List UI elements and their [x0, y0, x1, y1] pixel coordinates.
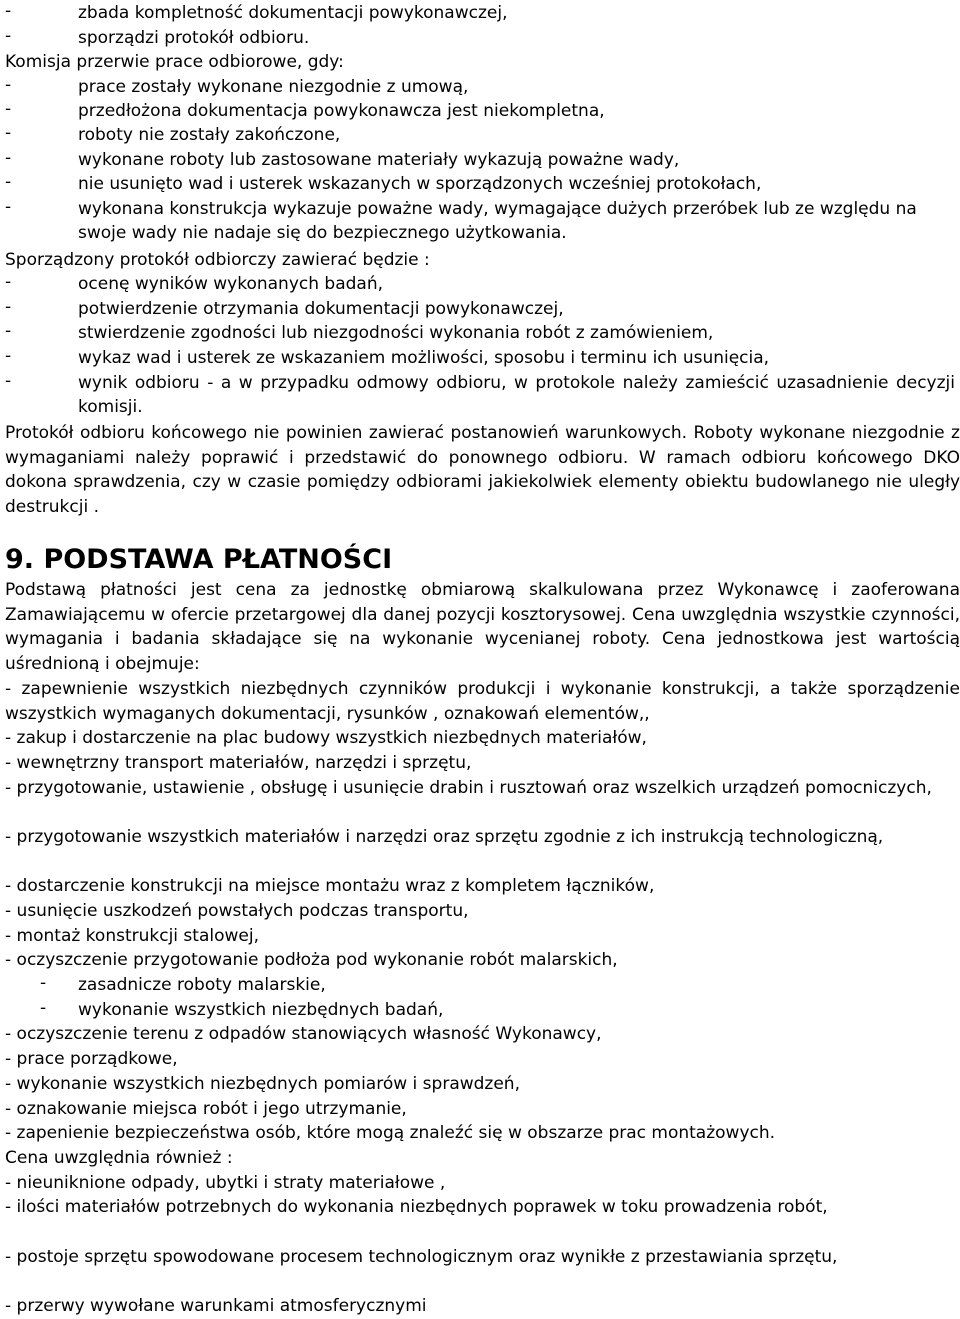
- scope-item: - przygotowanie, ustawienie , obsługę i usunięcie drabin i rusztowań oraz wszelkich urządzeń pomocniczych,: [5, 778, 932, 798]
- list-item-text: sporządzi protokół odbioru.: [78, 28, 310, 48]
- price-item: - nieuniknione odpady, ubytki i straty materiałowe ,: [5, 1173, 446, 1193]
- bullet-dash: -: [5, 297, 12, 317]
- bullet-dash: -: [5, 346, 12, 366]
- bullet-dash: -: [5, 1, 12, 21]
- scope-item: - oznakowanie miejsca robót i jego utrzymanie,: [5, 1099, 407, 1119]
- price-heading: Cena uwzględnia również :: [5, 1148, 233, 1168]
- list-item-text: prace zostały wykonane niezgodnie z umową,: [78, 77, 469, 97]
- list-item-text: wynik odbioru - a w przypadku odmowy odbioru, w protokole należy zamieścić uzasadnienie decyzji komisji.: [78, 373, 955, 418]
- bullet-dash: -: [5, 371, 12, 391]
- bullet-dash: -: [5, 197, 12, 217]
- bullet-dash: -: [5, 99, 12, 119]
- price-item: - ilości materiałów potrzebnych do wykonania niezbędnych poprawek w toku prowadzenia robót,: [5, 1197, 828, 1217]
- list-item-text: zbada kompletność dokumentacji powykonawczej,: [78, 3, 508, 23]
- section-heading: 9. PODSTAWA PŁATNOŚCI: [5, 544, 393, 575]
- list-item-text: stwierdzenie zgodności lub niezgodności wykonania robót z zamówieniem,: [78, 323, 714, 343]
- scope-item: - wewnętrzny transport materiałów, narzędzi i sprzętu,: [5, 753, 472, 773]
- scope-item: - zakup i dostarczenie na plac budowy wszystkich niezbędnych materiałów,: [5, 728, 647, 748]
- bullet-dash: -: [5, 148, 12, 168]
- list-item-text: ocenę wyników wykonanych badań,: [78, 274, 384, 294]
- bullet-dash: -: [5, 26, 12, 46]
- bullet-dash: -: [40, 973, 47, 993]
- scope-item: - przygotowanie wszystkich materiałów i narzędzi oraz sprzętu zgodnie z ich instrukcją technologiczną,: [5, 827, 884, 847]
- bullet-dash: -: [5, 172, 12, 192]
- scope-item: - dostarczenie konstrukcji na miejsce montażu wraz z kompletem łączników,: [5, 876, 655, 896]
- price-item: - postoje sprzętu spowodowane procesem technologicznym oraz wynikłe z przestawiania sprzętu,: [5, 1247, 838, 1267]
- payment-paragraph: Podstawą płatności jest cena za jednostkę obmiarową skalkulowana przez Wykonawcę i zaoferowana Zamawiającemu w ofercie przetargowej dla danej pozycji kosztorysowej. Cena uwzględnia wszystkie czynności, wymagania i badania składające się na wykonanie wycenianej roboty. Cena jednostkowa jest wartością uśrednioną i obejmuje:: [5, 580, 960, 674]
- list-item-text: wykonana konstrukcja wykazuje poważne wady, wymagające dużych przeróbek lub ze względu na swoje wady nie nadaje się do bezpiecznego użytkowania.: [78, 199, 917, 244]
- list-item-text: zasadnicze roboty malarskie,: [78, 975, 326, 995]
- list-item-text: nie usunięto wad i usterek wskazanych w sporządzonych wcześniej protokołach,: [78, 174, 762, 194]
- scope-item: - oczyszczenie terenu z odpadów stanowiących własność Wykonawcy,: [5, 1024, 602, 1044]
- scope-item: - usunięcie uszkodzeń powstałych podczas transportu,: [5, 901, 469, 921]
- bullet-dash: -: [5, 75, 12, 95]
- bullet-dash: -: [5, 123, 12, 143]
- price-item: - przerwy wywołane warunkami atmosferycznymi: [5, 1296, 427, 1316]
- list-item-text: wykonanie wszystkich niezbędnych badań,: [78, 1000, 444, 1020]
- list-item-text: wykaz wad i usterek ze wskazaniem możliwości, sposobu i terminu ich usunięcia,: [78, 348, 770, 368]
- bullet-dash: -: [40, 998, 47, 1018]
- final-paragraph: Protokół odbioru końcowego nie powinien zawierać postanowień warunkowych. Roboty wykonane niezgodnie z wymaganiami należy poprawić i przedstawić do ponownego odbioru. W ramach odbioru końcowego DKO dokona sprawdzenia, czy w czasie pomiędzy odbiorami jakiekolwiek elementy obiektu budowlanego nie uległy destrukcji .: [5, 423, 960, 517]
- scope-item: - montaż konstrukcji stalowej,: [5, 926, 259, 946]
- bullet-dash: -: [5, 321, 12, 341]
- list-item-text: potwierdzenie otrzymania dokumentacji powykonawczej,: [78, 299, 564, 319]
- scope-item: - oczyszczenie przygotowanie podłoża pod wykonanie robót malarskich,: [5, 950, 618, 970]
- list-item-text: przedłożona dokumentacja powykonawcza jest niekompletna,: [78, 101, 605, 121]
- scope-item: - zapewnienie wszystkich niezbędnych czynników produkcji i wykonanie konstrukcji, a także sporządzenie wszystkich wymaganych dokumentacji, rysunków , oznakowań elementów,,: [5, 679, 960, 724]
- scope-item: - zapenienie bezpieczeństwa osób, które mogą znaleźć się w obszarze prac montażowych.: [5, 1123, 776, 1143]
- bullet-dash: -: [5, 272, 12, 292]
- scope-item: - prace porządkowe,: [5, 1049, 178, 1069]
- list-item-text: wykonane roboty lub zastosowane materiały wykazują poważne wady,: [78, 150, 680, 170]
- interrupt-heading: Komisja przerwie prace odbiorowe, gdy:: [5, 52, 344, 72]
- list-item-text: roboty nie zostały zakończone,: [78, 125, 341, 145]
- scope-item: - wykonanie wszystkich niezbędnych pomiarów i sprawdzeń,: [5, 1074, 520, 1094]
- protocol-heading: Sporządzony protokół odbiorczy zawierać będzie :: [5, 250, 430, 270]
